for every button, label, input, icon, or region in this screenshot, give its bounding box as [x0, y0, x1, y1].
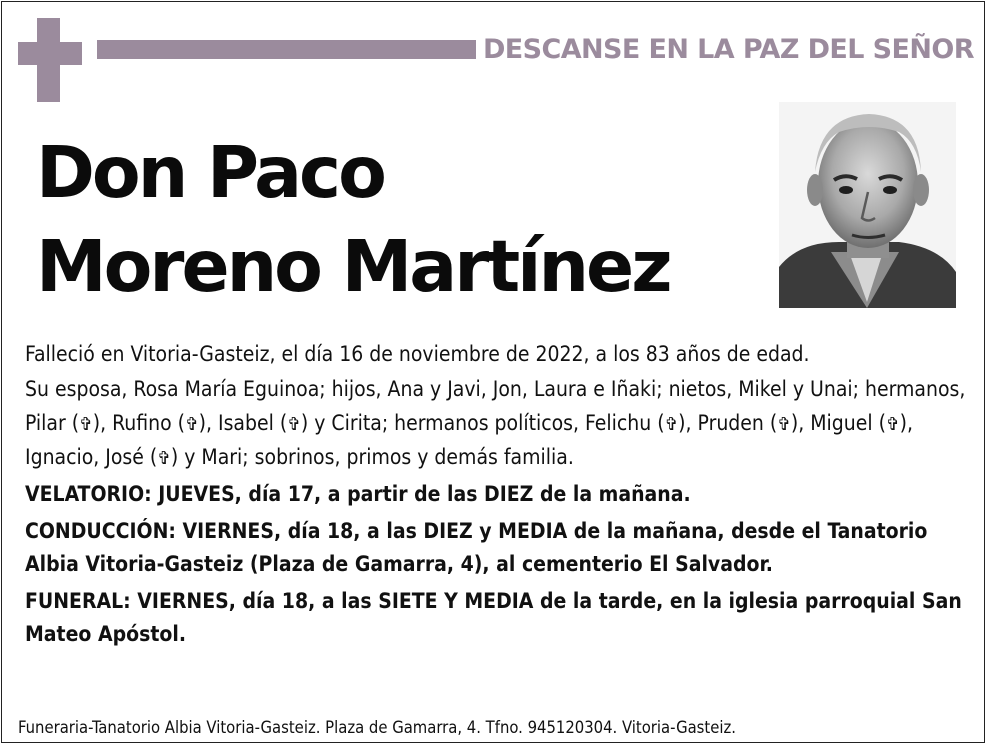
deceased-cross-icon: ✞ — [886, 413, 900, 435]
deceased-cross-icon: ✞ — [664, 413, 679, 435]
name-line-2: Moreno Martínez — [36, 225, 670, 308]
conduccion-info: CONDUCCIÓN: VIERNES, día 18, a las DIEZ y MEDIA de la mañana, desde el Tanatorio Albia Vitoria-Gasteiz (Plaza de Gamarra, 4), al cementerio El Salvador. — [25, 518, 928, 576]
header-motto: DESCANSE EN LA PAZ DEL SEÑOR — [483, 34, 974, 65]
cross-icon — [18, 18, 82, 102]
portrait-photo-icon — [779, 102, 956, 308]
name-line-1: Don Paco — [36, 131, 384, 214]
notice-body — [25, 338, 970, 651]
funeral-info: FUNERAL: VIERNES, día 18, a las SIETE Y MEDIA de la tarde, en la iglesia parroquial San Mateo Apóstol. — [25, 588, 962, 646]
deceased-name — [36, 126, 736, 314]
deceased-cross-icon: ✞ — [157, 448, 171, 469]
family-paragraph: Su esposa, Rosa María Eguinoa; hijos, Ana y Javi, Jon, Laura e Iñaki; nietos, Mikel y Unai; hermanos, Pilar (✞), Rufino (✞), Isabel (✞) y Cirita; hermanos políticos, Felichu (✞), Pruden (✞), Miguel (✞), Ignacio, José (✞) y Mari; sobrinos, primos y demás familia. — [25, 377, 966, 469]
funeral-home-footer: Funeraria-Tanatorio Albia Vitoria-Gasteiz. Plaza de Gamarra, 4. Tfno. 945120304. Vitoria-Gasteiz. — [18, 718, 736, 737]
velatorio-info: VELATORIO: JUEVES, día 17, a partir de las DIEZ de la mañana. — [25, 481, 691, 506]
deceased-cross-icon: ✞ — [185, 413, 199, 435]
deceased-cross-icon: ✞ — [777, 413, 791, 435]
header-rule — [97, 40, 476, 59]
deceased-cross-icon: ✞ — [287, 413, 301, 435]
portrait-photo — [779, 102, 956, 308]
deceased-cross-icon: ✞ — [79, 413, 93, 435]
death-statement: Falleció en Vitoria-Gasteiz, el día 16 de noviembre de 2022, a los 83 años de edad. — [25, 342, 810, 366]
